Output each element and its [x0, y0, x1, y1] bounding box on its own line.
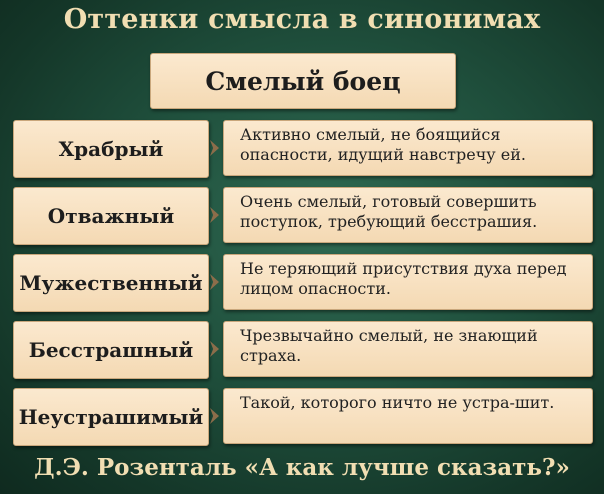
chevron-right-icon [210, 341, 219, 357]
term-card: Храбрый [13, 120, 209, 178]
chevron-right-icon [210, 207, 219, 223]
term-card: Неустрашимый [13, 388, 209, 446]
chevron-right-icon [210, 274, 219, 290]
definition-card: Не теряющий присутствия духа перед лицом опасности. [223, 254, 593, 310]
definition-card: Активно смелый, не боящийся опасности, идущий навстречу ей. [223, 120, 593, 176]
topic-header: Смелый боец [150, 53, 456, 109]
definition-card: Очень смелый, готовый совершить поступок, требующий бесстрашия. [223, 187, 593, 243]
term-card: Бесстрашный [13, 321, 209, 379]
chevron-right-icon [210, 408, 219, 424]
page-title: Оттенки смысла в синонимах [63, 4, 541, 35]
term-card: Отважный [13, 187, 209, 245]
chevron-right-icon [210, 140, 219, 156]
definition-card: Чрезвычайно смелый, не знающий страха. [223, 321, 593, 377]
term-card: Мужественный [13, 254, 209, 312]
definition-card: Такой, которого ничто не устра-шит. [223, 388, 593, 444]
source-citation: Д.Э. Розенталь «А как лучше сказать?» [34, 454, 570, 481]
